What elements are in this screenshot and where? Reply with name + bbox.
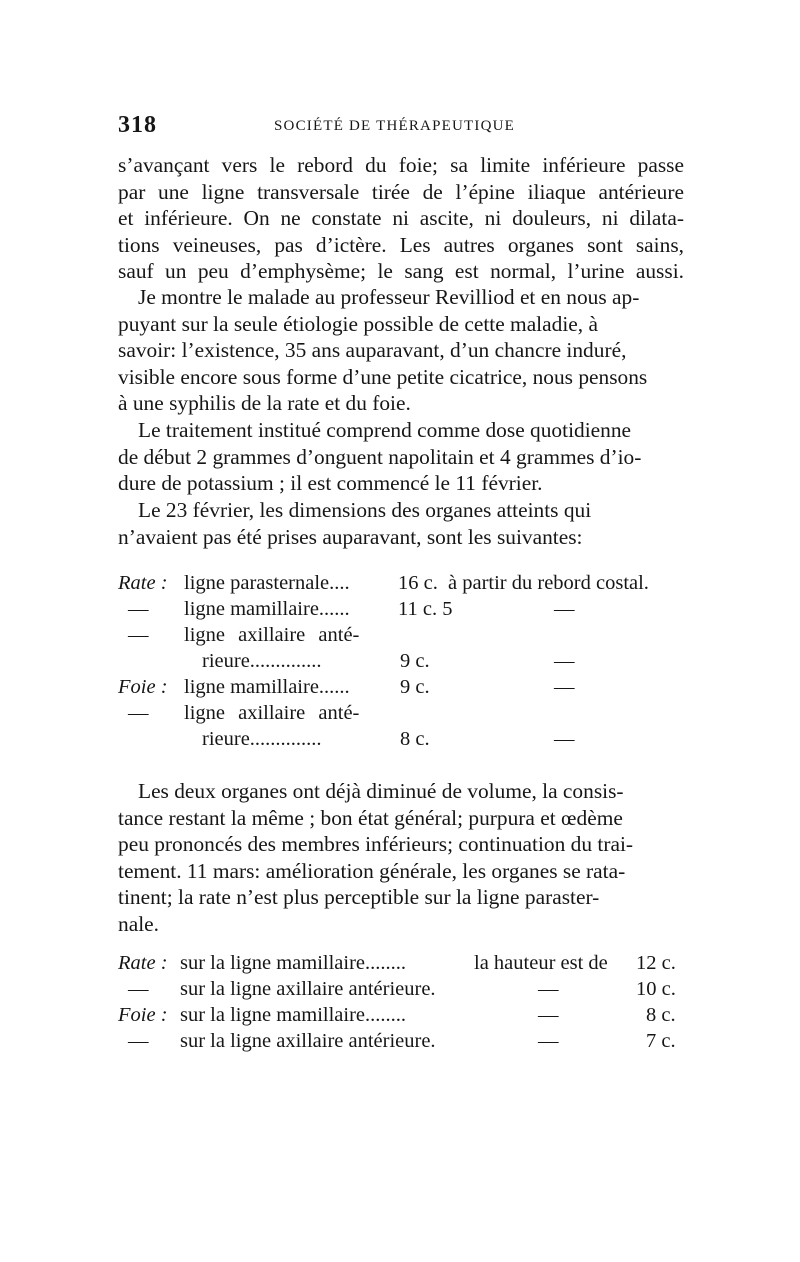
ditto-dash: — — [128, 624, 149, 646]
measure-value: 8 c. — [400, 728, 430, 750]
measure-line: rieure.............. — [202, 650, 322, 672]
text-line: tions veineuses, pas d’ictère. Les autres organes sont sains, — [118, 232, 684, 257]
organ-label: Rate : — [118, 952, 168, 974]
text-line: dure de potassium ; il est commencé le 11 février. — [118, 471, 543, 496]
paragraph-2 — [118, 284, 684, 417]
text-line: à une syphilis de la rate et du foie. — [118, 391, 411, 416]
measure-note: la hauteur est de — [474, 952, 608, 974]
measure-value: 11 c. 5 — [398, 598, 453, 620]
measure-value: 8 c. — [646, 1004, 676, 1026]
text-line: Le 23 février, les dimensions des organes atteints qui — [138, 498, 592, 522]
organ-label: Rate : — [118, 572, 168, 594]
paragraph-3 — [118, 417, 684, 497]
measure-line: sur la ligne mamillaire........ — [180, 952, 407, 974]
text-line: Je montre le malade au professeur Revilliod et en nous ap- — [138, 285, 640, 309]
measure-value: 10 c. — [636, 978, 676, 1000]
organ-label: Foie : — [118, 1004, 168, 1026]
text-line: puyant sur la seule étiologie possible de cette maladie, à — [118, 311, 598, 336]
text-line: n’avaient pas été prises auparavant, sont les suivantes: — [118, 524, 583, 549]
text-line: tement. 11 mars: amélioration générale, les organes se rata- — [118, 858, 626, 883]
ditto-dash: — — [128, 598, 149, 620]
text-line: peu prononcés des membres inférieurs; continuation du trai- — [118, 832, 634, 857]
measure-line: sur la ligne axillaire antérieure. — [180, 1030, 436, 1052]
measure-line: ligne mamillaire...... — [184, 598, 350, 620]
paragraph-1 — [118, 152, 684, 285]
measure-value: 16 c. — [398, 572, 438, 594]
measure-line: ligne axillaire anté- — [184, 702, 360, 724]
text-line: Le traitement institué comprend comme dose quotidienne — [138, 418, 632, 442]
measure-line: sur la ligne axillaire antérieure. — [180, 978, 436, 1000]
ditto-dash: — — [128, 1030, 149, 1052]
paragraph-5 — [118, 778, 684, 938]
text-line: tinent; la rate n’est plus perceptible sur la ligne paraster- — [118, 885, 600, 910]
measure-line: ligne axillaire anté- — [184, 624, 360, 646]
page-header — [118, 112, 684, 146]
ditto-dash: — — [538, 978, 559, 1000]
ditto-dash: — — [554, 676, 575, 698]
ditto-dash: — — [554, 728, 575, 750]
text-line: tance restant la même ; bon état général; purpura et œdème — [118, 805, 623, 830]
measure-value: 7 c. — [646, 1030, 676, 1052]
measure-note: à partir du rebord costal. — [448, 572, 649, 594]
text-line: sauf un peu d’emphysème; le sang est normal, l’urine aussi. — [118, 259, 684, 284]
measure-line: ligne mamillaire...... — [184, 676, 350, 698]
ditto-dash: — — [128, 702, 149, 724]
measure-line: rieure.............. — [202, 728, 322, 750]
measure-line: sur la ligne mamillaire........ — [180, 1004, 407, 1026]
ditto-dash: — — [538, 1030, 559, 1052]
ditto-dash: — — [538, 1004, 559, 1026]
text-line: et inférieure. On ne constate ni ascite, ni douleurs, ni dilata- — [118, 206, 684, 231]
organ-label: Foie : — [118, 676, 168, 698]
text-line: s’avançant vers le rebord du foie; sa limite inférieure passe — [118, 153, 684, 177]
ditto-dash: — — [554, 598, 575, 620]
measure-value: 12 c. — [636, 952, 676, 974]
text-line: de début 2 grammes d’onguent napolitain et 4 grammes d’io- — [118, 444, 642, 469]
paragraph-4 — [118, 497, 684, 550]
ditto-dash: — — [554, 650, 575, 672]
running-title: SOCIÉTÉ DE THÉRAPEUTIQUE — [274, 118, 516, 134]
text-line: par une ligne transversale tirée de l’épine iliaque antérieure — [118, 179, 684, 204]
measure-value: 9 c. — [400, 676, 430, 698]
text-line: savoir: l’existence, 35 ans auparavant, d’un chancre induré, — [118, 338, 627, 363]
measure-line: ligne parasternale.... — [184, 572, 350, 594]
ditto-dash: — — [128, 978, 149, 1000]
page-number: 318 — [118, 112, 157, 138]
text-line: nale. — [118, 911, 159, 936]
text-line: visible encore sous forme d’une petite cicatrice, nous pensons — [118, 364, 648, 389]
text-line: Les deux organes ont déjà diminué de volume, la consis- — [138, 779, 624, 803]
measure-value: 9 c. — [400, 650, 430, 672]
